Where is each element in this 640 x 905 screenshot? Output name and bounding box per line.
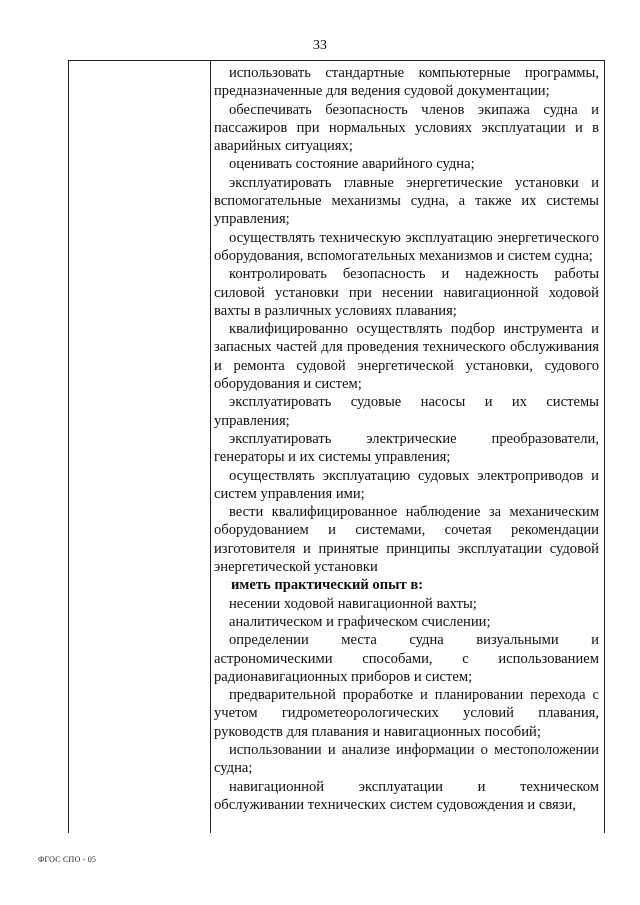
list-item: использовании и анализе информации о местоположении судна; <box>214 741 599 777</box>
list-item: несении ходовой навигационной вахты; <box>229 595 477 612</box>
list-item: осуществлять эксплуатацию судовых электроприводов и систем управления ими; <box>214 467 599 502</box>
list-item: навигационной эксплуатации и техническом обслуживании технических систем судовождения и связи, <box>214 778 599 813</box>
table-right-column <box>214 64 599 814</box>
list-item: осуществлять техническую эксплуатацию энергетического оборудования, вспомогательных механизмов и систем судна; <box>214 229 599 264</box>
list-item: квалифицированно осуществлять подбор инструмента и запасных частей для проведения технического обслуживания и ремонта судовой энергетической установки, судового оборудования и систем; <box>214 321 599 393</box>
list-item: вести квалифицированное наблюдение за механическим оборудованием и системами, сочетая рекомендации изготовителя и принятые принципы эксплуатации судовой энергетической установки <box>214 504 599 576</box>
page-number: 33 <box>313 38 327 53</box>
competency-table <box>68 60 605 833</box>
list-item: эксплуатировать судовые насосы и их системы управления; <box>214 394 599 429</box>
list-item: аналитическом и графическом счислении; <box>229 613 491 630</box>
list-item: использовать стандартные компьютерные программы, предназначенные для ведения судовой документации; <box>214 65 599 100</box>
list-item: определении места судна визуальными и астрономическими способами, с использованием радионавигационных приборов и систем; <box>214 632 599 685</box>
section-subheading: иметь практический опыт в: <box>231 577 424 594</box>
footer-code: ФГОС СПО - 05 <box>38 855 97 864</box>
list-item: оценивать состояние аварийного судна; <box>229 156 475 173</box>
list-item: обеспечивать безопасность членов экипажа судна и пассажиров при нормальных условиях эксплуатации и в аварийных ситуациях; <box>214 101 599 155</box>
list-item: эксплуатировать электрические преобразователи, генераторы и их системы управления; <box>214 430 599 466</box>
table-left-column <box>69 61 211 833</box>
list-item: эксплуатировать главные энергетические установки и вспомогательные механизмы судна, а также их системы управления; <box>214 174 599 228</box>
list-item: предварительной проработке и планировании перехода с учетом гидрометеорологических условий плавания, руководств для плавания и навигационных пособий; <box>214 687 599 740</box>
list-item: контролировать безопасность и надежность работы силовой установки при несении навигационной ходовой вахты в различных условиях плавания; <box>214 266 599 319</box>
